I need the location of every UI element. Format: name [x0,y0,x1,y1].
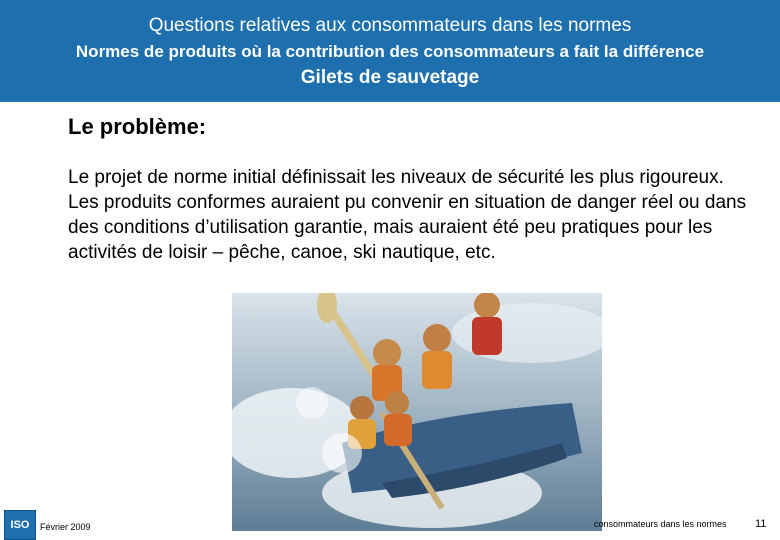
problem-paragraph: Le projet de norme initial définissait les niveaux de sécurité les plus rigoureux. Les produits conformes auraient pu convenir en situation de danger réel ou dans des conditions d’utilisation garantie, mais auraient été peu pratiques pour les activités de loisir – pêche, canoe, ski nautique, etc. [68,167,747,263]
iso-logo: ISO [4,510,36,540]
footer-date: Février 2009 [40,522,91,532]
slide-subtitle: Normes de produits où la contribution des consommateurs a fait la différence [75,42,705,61]
page-number: 11 [755,518,767,530]
slide-topic: Gilets de sauvetage [300,67,480,88]
problem-heading: Le problème: [68,114,207,139]
rafting-photo [232,293,602,531]
slide-title: Questions relatives aux consommateurs dans les normes [148,15,632,36]
footer-title: consommateurs dans les normes [594,519,727,529]
slide-header [0,0,780,102]
